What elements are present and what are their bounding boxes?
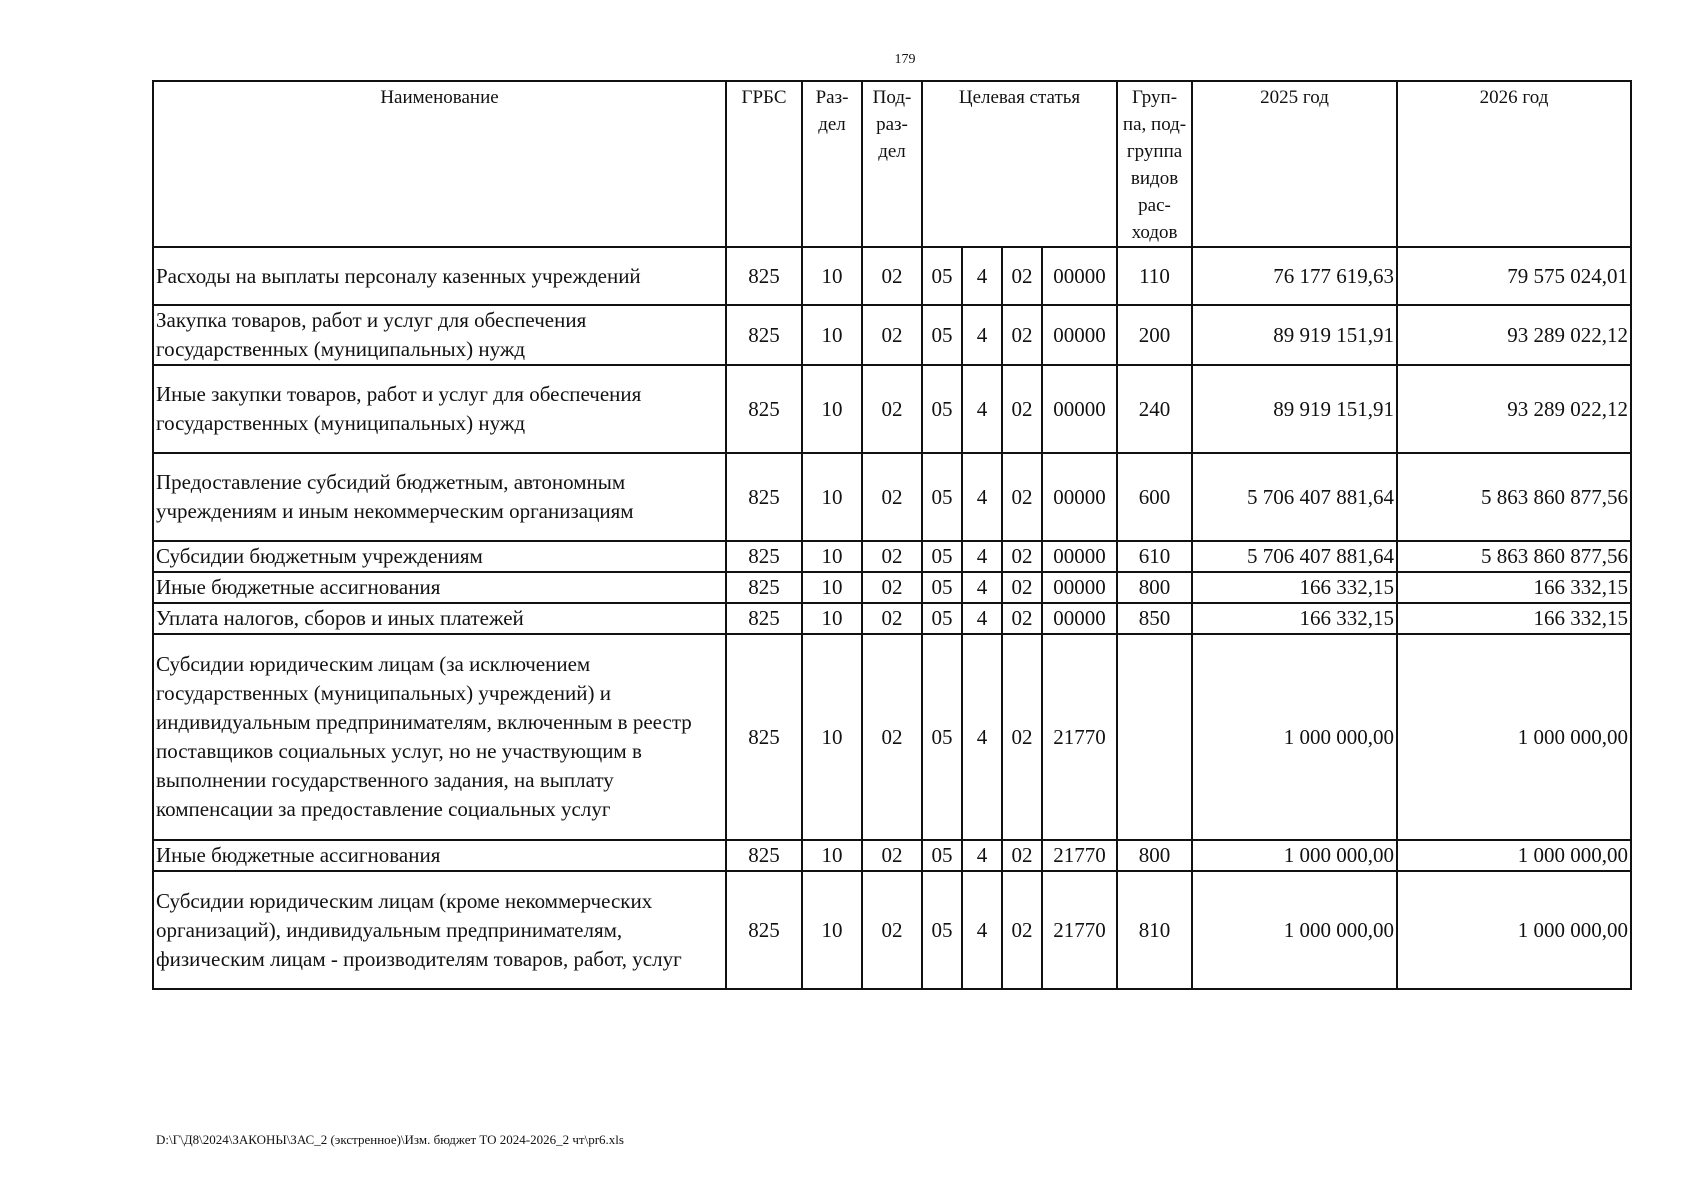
table-row [153, 305, 1631, 365]
row-grbs: 825 [726, 871, 802, 989]
row-target-direction: 00000 [1042, 305, 1117, 365]
row-razdel: 10 [802, 603, 862, 634]
row-name: Иные бюджетные ассигнования [153, 840, 726, 871]
table-row [153, 871, 1631, 989]
row-amount-2026: 1 000 000,00 [1397, 634, 1631, 840]
row-target-subprogram: 02 [1002, 840, 1042, 871]
header-row [153, 81, 1631, 247]
row-target-direction: 00000 [1042, 603, 1117, 634]
budget-table [152, 80, 1632, 990]
row-target-program: 05 [922, 365, 962, 453]
header-razdel: Раз- дел [802, 81, 862, 247]
row-grbs: 825 [726, 572, 802, 603]
row-amount-2026: 1 000 000,00 [1397, 871, 1631, 989]
row-amount-2026: 93 289 022,12 [1397, 305, 1631, 365]
row-amount-2025: 5 706 407 881,64 [1192, 453, 1397, 541]
row-amount-2026: 166 332,15 [1397, 603, 1631, 634]
row-grbs: 825 [726, 603, 802, 634]
row-target-program: 05 [922, 871, 962, 989]
row-name: Иные бюджетные ассигнования [153, 572, 726, 603]
row-name: Субсидии юридическим лицам (кроме некоммерческих организаций), индивидуальным предпринимателям, физическим лицам - производителям товаров, работ, услуг [153, 871, 726, 989]
header-podrazdel: Под- раз- дел [862, 81, 922, 247]
row-podrazdel: 02 [862, 541, 922, 572]
row-target-subprogram: 02 [1002, 305, 1042, 365]
row-podrazdel: 02 [862, 603, 922, 634]
row-amount-2026: 79 575 024,01 [1397, 247, 1631, 305]
row-target-program: 05 [922, 603, 962, 634]
row-target-direction: 21770 [1042, 634, 1117, 840]
row-razdel: 10 [802, 572, 862, 603]
row-name: Субсидии юридическим лицам (за исключением государственных (муниципальных) учреждений) и индивидуальным предпринимателям, включенным в реестр поставщиков социальных услуг, но не участвующим в выполнении государственного задания, на выплату компенсации за предоставление социальных услуг [153, 634, 726, 840]
table-row [153, 365, 1631, 453]
row-amount-2025: 5 706 407 881,64 [1192, 541, 1397, 572]
row-amount-2026: 166 332,15 [1397, 572, 1631, 603]
row-amount-2025: 166 332,15 [1192, 572, 1397, 603]
row-target-subprogram: 02 [1002, 453, 1042, 541]
row-target-program: 05 [922, 305, 962, 365]
row-target-program: 05 [922, 541, 962, 572]
row-expense-type: 610 [1117, 541, 1192, 572]
row-razdel: 10 [802, 453, 862, 541]
row-target-direction: 00000 [1042, 247, 1117, 305]
row-target-subprogram: 02 [1002, 541, 1042, 572]
table-row [153, 247, 1631, 305]
row-expense-type: 240 [1117, 365, 1192, 453]
row-name: Предоставление субсидий бюджетным, автономным учреждениям и иным некоммерческим организациям [153, 453, 726, 541]
row-razdel: 10 [802, 247, 862, 305]
row-grbs: 825 [726, 634, 802, 840]
row-razdel: 10 [802, 840, 862, 871]
row-amount-2025: 89 919 151,91 [1192, 305, 1397, 365]
row-grbs: 825 [726, 247, 802, 305]
row-target-type: 4 [962, 541, 1002, 572]
header-target: Целевая статья [922, 81, 1117, 247]
row-razdel: 10 [802, 634, 862, 840]
row-target-direction: 21770 [1042, 840, 1117, 871]
row-expense-type: 600 [1117, 453, 1192, 541]
row-amount-2025: 1 000 000,00 [1192, 634, 1397, 840]
header-2025: 2025 год [1192, 81, 1397, 247]
table-row [153, 572, 1631, 603]
row-grbs: 825 [726, 541, 802, 572]
row-amount-2025: 89 919 151,91 [1192, 365, 1397, 453]
row-amount-2025: 1 000 000,00 [1192, 871, 1397, 989]
row-target-direction: 00000 [1042, 453, 1117, 541]
row-target-type: 4 [962, 603, 1002, 634]
row-target-program: 05 [922, 634, 962, 840]
row-target-type: 4 [962, 572, 1002, 603]
page-number: 179 [894, 52, 916, 67]
row-amount-2026: 5 863 860 877,56 [1397, 541, 1631, 572]
row-amount-2026: 93 289 022,12 [1397, 365, 1631, 453]
row-podrazdel: 02 [862, 305, 922, 365]
row-target-subprogram: 02 [1002, 365, 1042, 453]
row-grbs: 825 [726, 840, 802, 871]
row-target-type: 4 [962, 305, 1002, 365]
row-name: Иные закупки товаров, работ и услуг для обеспечения государственных (муниципальных) нужд [153, 365, 726, 453]
row-target-subprogram: 02 [1002, 871, 1042, 989]
row-target-direction: 00000 [1042, 572, 1117, 603]
table-row [153, 603, 1631, 634]
table-row [153, 840, 1631, 871]
row-target-direction: 00000 [1042, 365, 1117, 453]
row-target-type: 4 [962, 871, 1002, 989]
row-podrazdel: 02 [862, 871, 922, 989]
row-target-subprogram: 02 [1002, 603, 1042, 634]
row-target-program: 05 [922, 572, 962, 603]
row-name: Уплата налогов, сборов и иных платежей [153, 603, 726, 634]
footer-file-path: D:\Г\Д8\2024\ЗАКОНЫ\ЗАС_2 (экстренное)\Изм. бюджет ТО 2024-2026_2 чт\pr6.xls [156, 1132, 624, 1147]
row-grbs: 825 [726, 305, 802, 365]
row-podrazdel: 02 [862, 572, 922, 603]
row-target-program: 05 [922, 840, 962, 871]
table-row [153, 453, 1631, 541]
row-target-subprogram: 02 [1002, 572, 1042, 603]
row-amount-2025: 1 000 000,00 [1192, 840, 1397, 871]
row-razdel: 10 [802, 541, 862, 572]
row-expense-type [1117, 634, 1192, 840]
row-podrazdel: 02 [862, 840, 922, 871]
table-row [153, 634, 1631, 840]
row-expense-type: 800 [1117, 840, 1192, 871]
row-amount-2026: 1 000 000,00 [1397, 840, 1631, 871]
row-target-program: 05 [922, 247, 962, 305]
row-amount-2025: 76 177 619,63 [1192, 247, 1397, 305]
row-name: Расходы на выплаты персоналу казенных учреждений [153, 247, 726, 305]
header-grbs: ГРБС [726, 81, 802, 247]
header-name: Наименование [153, 81, 726, 247]
header-2026: 2026 год [1397, 81, 1631, 247]
row-target-direction: 21770 [1042, 871, 1117, 989]
row-target-direction: 00000 [1042, 541, 1117, 572]
row-expense-type: 800 [1117, 572, 1192, 603]
row-expense-type: 810 [1117, 871, 1192, 989]
row-amount-2025: 166 332,15 [1192, 603, 1397, 634]
row-target-subprogram: 02 [1002, 634, 1042, 840]
row-podrazdel: 02 [862, 634, 922, 840]
table-body [153, 247, 1631, 989]
table-row [153, 541, 1631, 572]
row-target-type: 4 [962, 634, 1002, 840]
row-razdel: 10 [802, 871, 862, 989]
row-razdel: 10 [802, 365, 862, 453]
header-vid: Груп- па, под- группа видов рас- ходов [1117, 81, 1192, 247]
row-target-subprogram: 02 [1002, 247, 1042, 305]
row-podrazdel: 02 [862, 453, 922, 541]
row-podrazdel: 02 [862, 247, 922, 305]
row-grbs: 825 [726, 453, 802, 541]
row-target-program: 05 [922, 453, 962, 541]
row-target-type: 4 [962, 247, 1002, 305]
row-target-type: 4 [962, 840, 1002, 871]
row-razdel: 10 [802, 305, 862, 365]
row-expense-type: 110 [1117, 247, 1192, 305]
row-target-type: 4 [962, 365, 1002, 453]
row-expense-type: 850 [1117, 603, 1192, 634]
row-name: Субсидии бюджетным учреждениям [153, 541, 726, 572]
row-amount-2026: 5 863 860 877,56 [1397, 453, 1631, 541]
row-target-type: 4 [962, 453, 1002, 541]
row-grbs: 825 [726, 365, 802, 453]
row-podrazdel: 02 [862, 365, 922, 453]
row-expense-type: 200 [1117, 305, 1192, 365]
row-name: Закупка товаров, работ и услуг для обеспечения государственных (муниципальных) нужд [153, 305, 726, 365]
